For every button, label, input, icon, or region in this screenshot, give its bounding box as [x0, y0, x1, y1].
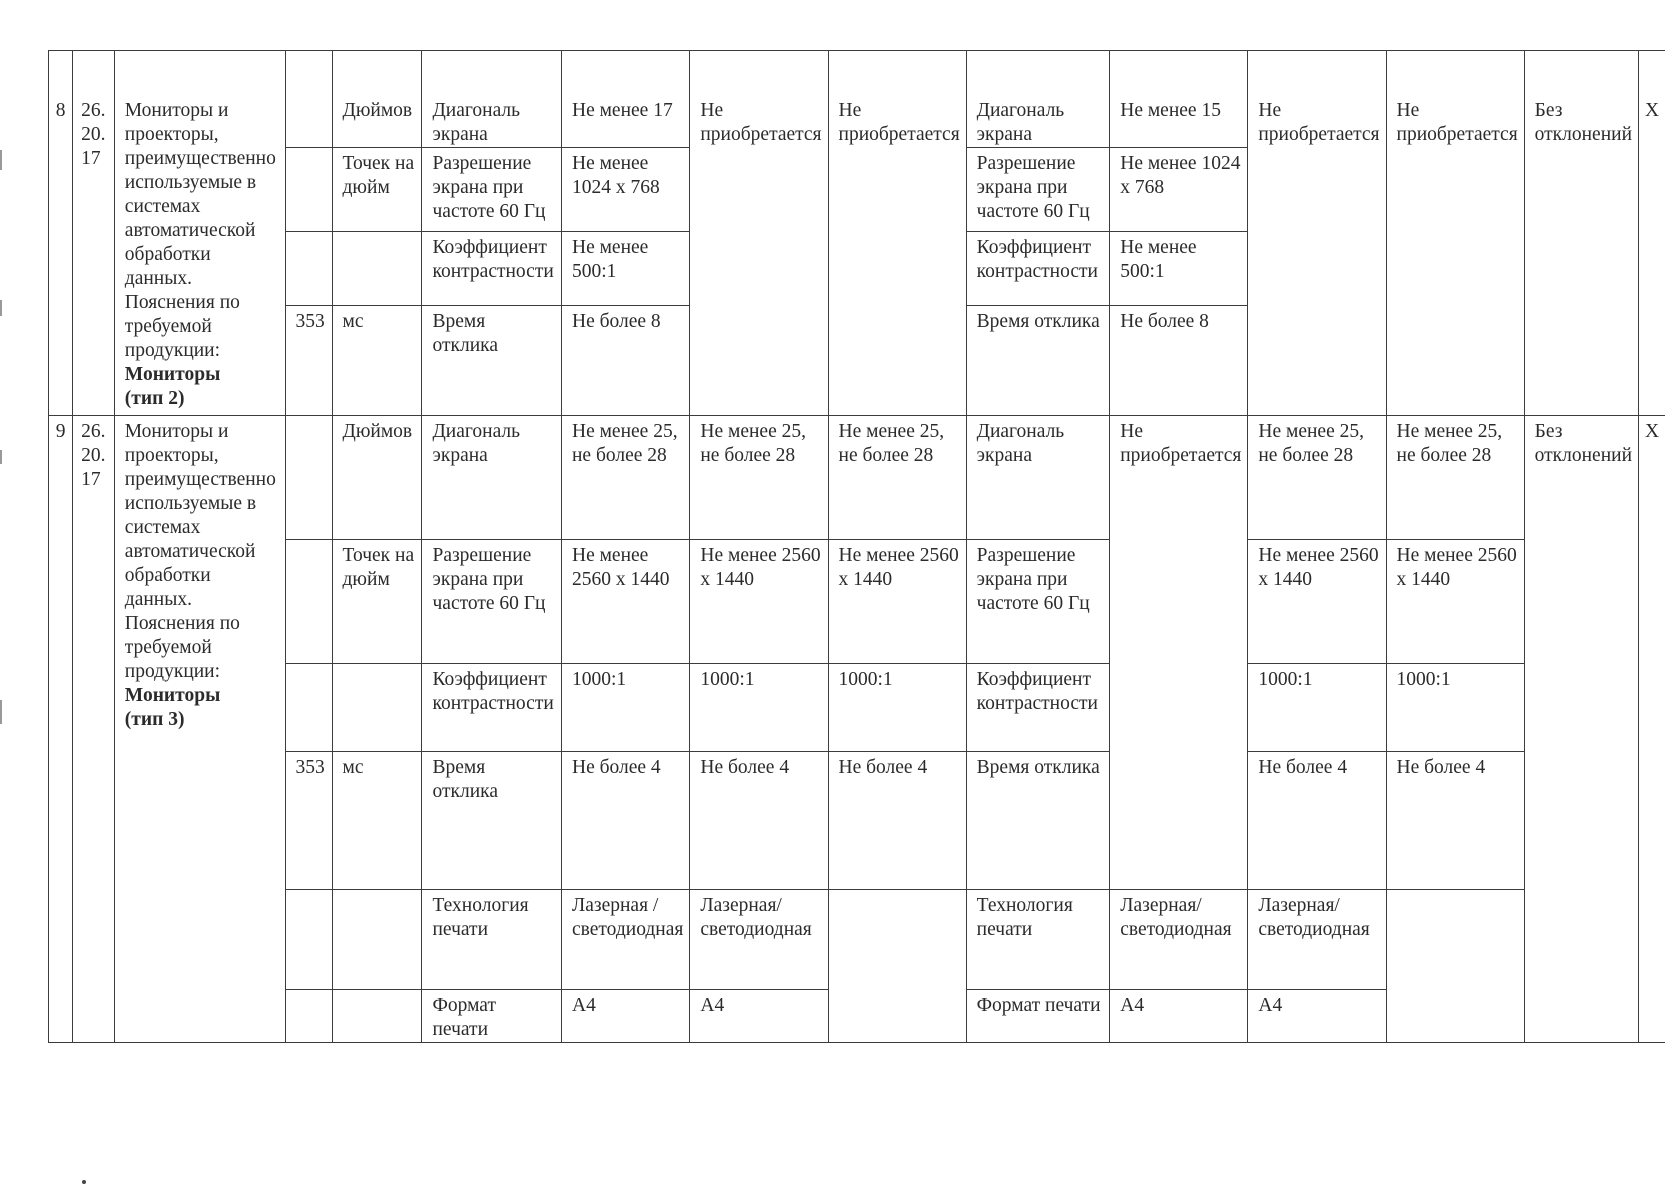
- unit-name: Точек на дюйм: [332, 540, 422, 664]
- value-cell: 1000:1: [828, 664, 966, 752]
- value-cell: Не менее 25, не более 28: [828, 416, 966, 540]
- unit-name: Дюймов: [332, 416, 422, 540]
- okei-code: [285, 416, 332, 540]
- characteristic: Коэффициент контрастности: [966, 232, 1110, 306]
- value-cell: Лазерная/светодиодная: [1248, 890, 1386, 990]
- value-cell: Не менее 25, не более 28: [561, 416, 689, 540]
- characteristic: Разрешение экрана при частоте 60 Гц: [422, 540, 562, 664]
- characteristic: Диагональ экрана: [966, 51, 1110, 148]
- value-cell: Не более 8: [561, 306, 689, 416]
- unit-name: [332, 664, 422, 752]
- characteristic: Коэффициент контрастности: [422, 664, 562, 752]
- okei-code: [285, 664, 332, 752]
- characteristic: Разрешение экрана при частоте 60 Гц: [966, 148, 1110, 232]
- value-cell: Не более 4: [1386, 752, 1524, 890]
- table-row: [49, 890, 1665, 990]
- characteristic: Коэффициент контрастности: [966, 664, 1110, 752]
- value-cell: Не приобретается: [828, 51, 966, 416]
- value-cell: Не менее 2560 x 1440: [1386, 540, 1524, 664]
- characteristic: Время отклика: [966, 752, 1110, 890]
- value-cell: Не более 4: [1248, 752, 1386, 890]
- unit-name: Точек на дюйм: [332, 148, 422, 232]
- value-cell: 1000:1: [561, 664, 689, 752]
- value-cell: А4: [1110, 990, 1248, 1043]
- table-row-8: [49, 51, 1665, 148]
- table-row: [49, 752, 1665, 890]
- value-cell: Не приобретается: [690, 51, 828, 416]
- characteristic: Время отклика: [422, 306, 562, 416]
- scan-edge-mark: [0, 450, 2, 464]
- unit-name: мс: [332, 306, 422, 416]
- procurement-requirements-table: [48, 50, 1665, 1043]
- row-number: 9: [49, 416, 73, 1043]
- row-number: 8: [49, 51, 73, 416]
- okei-code: [285, 890, 332, 990]
- okei-code: 353: [285, 752, 332, 890]
- value-cell: А4: [690, 990, 828, 1043]
- characteristic: Разрешение экрана при частоте 60 Гц: [966, 540, 1110, 664]
- unit-name: [332, 990, 422, 1043]
- scan-edge-mark: [0, 300, 2, 316]
- deviation-cell: Без отклонений: [1524, 51, 1638, 416]
- characteristic: Технология печати: [966, 890, 1110, 990]
- value-cell: Лазерная/ светодиодная: [690, 890, 828, 990]
- value-cell: А4: [1248, 990, 1386, 1043]
- okpd-code: 26. 20. 17: [73, 51, 115, 416]
- value-cell: Не более 4: [690, 752, 828, 890]
- table-row-9: [49, 416, 1665, 540]
- table-row: [49, 540, 1665, 664]
- scan-speck: [82, 1180, 86, 1184]
- value-cell: Не менее 25, не более 28: [690, 416, 828, 540]
- characteristic: Диагональ экрана: [422, 416, 562, 540]
- value-cell: Не менее 2560 x 1440: [828, 540, 966, 664]
- okei-code: [285, 990, 332, 1043]
- value-cell: 1000:1: [1248, 664, 1386, 752]
- value-cell: Не менее 1024 x 768: [1110, 148, 1248, 232]
- characteristic: Разрешение экрана при частоте 60 Гц: [422, 148, 562, 232]
- unit-name: [332, 232, 422, 306]
- okei-code: [285, 540, 332, 664]
- value-cell: 1000:1: [1386, 664, 1524, 752]
- characteristic: Диагональ экрана: [966, 416, 1110, 540]
- value-cell: А4: [561, 990, 689, 1043]
- characteristic: Диагональ экрана: [422, 51, 562, 148]
- unit-name: Дюймов: [332, 51, 422, 148]
- okei-code: [285, 232, 332, 306]
- value-cell: Не приобретается: [1110, 416, 1248, 890]
- value-cell: Не более 4: [561, 752, 689, 890]
- okei-code: [285, 51, 332, 148]
- value-cell: Не менее 500:1: [1110, 232, 1248, 306]
- okei-code: 353: [285, 306, 332, 416]
- value-cell: 1000:1: [690, 664, 828, 752]
- x-mark: X: [1639, 416, 1665, 1043]
- value-cell: Не менее 2560 x 1440: [1248, 540, 1386, 664]
- scan-edge-mark: [0, 700, 2, 724]
- value-cell: Не приобретается: [1248, 51, 1386, 416]
- characteristic: Формат печати: [966, 990, 1110, 1043]
- product-name: Мониторы и проекторы, преимущественно используемые в системах автоматической обработки данных. Пояснения по требуемой продукции: Мониторы (тип 3): [114, 416, 285, 1043]
- value-cell: Лазерная /светодиодная: [561, 890, 689, 990]
- value-cell: [828, 890, 966, 1043]
- value-cell: Не менее 2560 x 1440: [561, 540, 689, 664]
- value-cell: Не менее 25, не более 28: [1386, 416, 1524, 540]
- scan-edge-mark: [0, 150, 2, 170]
- okei-code: [285, 148, 332, 232]
- characteristic: Время отклика: [422, 752, 562, 890]
- deviation-cell: Без отклонений: [1524, 416, 1638, 1043]
- value-cell: Не менее 17: [561, 51, 689, 148]
- value-cell: Не более 8: [1110, 306, 1248, 416]
- unit-name: [332, 890, 422, 990]
- characteristic: Время отклика: [966, 306, 1110, 416]
- x-mark: X: [1639, 51, 1665, 416]
- value-cell: Не менее 15: [1110, 51, 1248, 148]
- characteristic: Технология печати: [422, 890, 562, 990]
- value-cell: Не более 4: [828, 752, 966, 890]
- unit-name: мс: [332, 752, 422, 890]
- value-cell: Не менее 500:1: [561, 232, 689, 306]
- characteristic: Формат печати: [422, 990, 562, 1043]
- product-name: Мониторы и проекторы, преимущественно используемые в системах автоматической обработки данных. Пояснения по требуемой продукции: Мониторы (тип 2): [114, 51, 285, 416]
- value-cell: Не менее 1024 x 768: [561, 148, 689, 232]
- characteristic: Коэффициент контрастности: [422, 232, 562, 306]
- value-cell: Не приобретается: [1386, 51, 1524, 416]
- value-cell: Лазерная/ светодиодная: [1110, 890, 1248, 990]
- value-cell: Не менее 25, не более 28: [1248, 416, 1386, 540]
- table-row: [49, 664, 1665, 752]
- okpd-code: 26. 20. 17: [73, 416, 115, 1043]
- value-cell: Не менее 2560 x 1440: [690, 540, 828, 664]
- value-cell: [1386, 890, 1524, 1043]
